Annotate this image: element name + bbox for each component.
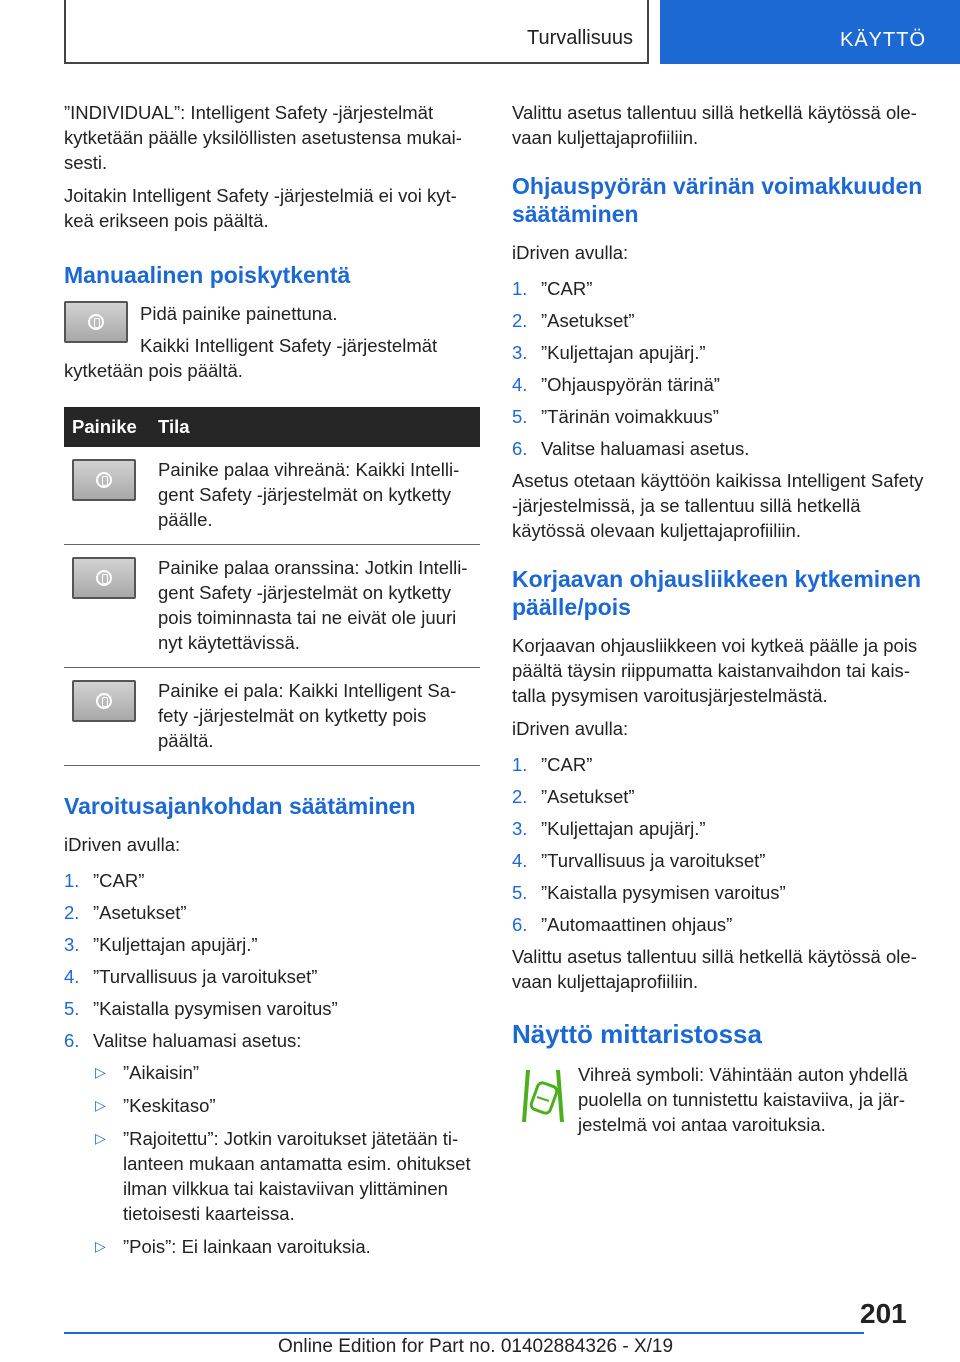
paragraph: Korjaavan ohjausliikkeen voi kytkeä päälle ja pois päältä täysin riippumatta kaistanvaihdon tai kaistalla pysymisen varoitusjärjestelmästä. <box>512 635 918 706</box>
header-chapter-tab <box>660 0 960 64</box>
list-item: 5. ”Kaistalla pysymisen varoitus” <box>512 882 786 903</box>
list-item: 3. ”Kuljettajan apujärj.” <box>512 342 706 363</box>
list-item: 3. ”Kuljettajan apujärj.” <box>512 818 706 839</box>
triangle-bullet-icon: ▷ <box>95 1064 106 1080</box>
heading-cluster-display: Näyttö mittaristossa <box>512 1019 762 1049</box>
list-item: 6. ”Automaattinen ohjaus” <box>512 914 733 935</box>
paragraph: iDriven avulla: <box>64 834 181 855</box>
vibration-steps-list <box>512 276 928 461</box>
paragraph: Vihreä symboli: Vähintään auton yhdellä puolella on tunnistettu kaistaviiva, ja järjestelmä voi antaa varoituksia. <box>578 1064 908 1135</box>
triangle-bullet-icon: ▷ <box>95 1130 106 1146</box>
list-item: ▷ ”Aikaisin” <box>95 1062 200 1083</box>
list-item: 4. ”Ohjauspyörän tärinä” <box>512 374 720 395</box>
paragraph: Valittu asetus tallentuu sillä hetkellä käytössä olevaan kuljettajaprofiiliin. <box>512 946 917 992</box>
list-item: 2. ”Asetukset” <box>512 786 635 807</box>
left-column <box>64 100 480 1267</box>
list-item: ▷ ”Keskitaso” <box>95 1095 216 1116</box>
list-item: ▷ ”Rajoitettu”: Jotkin varoitukset jätetään tilanteen mukaan antamatta esim. ohitukset ilman vilkkua tai kaistaviivan ylittäminen tietoisesti kaarteissa. <box>95 1128 471 1224</box>
header-section-title: Turvallisuus <box>527 27 633 49</box>
corrective-steps-list <box>512 752 928 937</box>
lane-departure-warning-icon <box>520 1066 566 1126</box>
cluster-display-block <box>512 1062 928 1137</box>
heading-vibration: Ohjauspyörän värinän voimakkuuden säätäminen <box>512 173 923 227</box>
heading-warning-timing: Varoitusajankohdan säätäminen <box>64 793 416 819</box>
table-header-state: Tila <box>150 407 480 447</box>
list-item: 1. ”CAR” <box>512 278 593 299</box>
footer-edition: Online Edition for Part no. 01402884326 - X/19 <box>278 1336 674 1357</box>
list-item: ▷ ”Pois”: Ei lainkaan varoituksia. <box>95 1236 371 1257</box>
list-item: 5. ”Tärinän voimakkuus” <box>512 406 719 427</box>
list-item: 2. ”Asetukset” <box>64 902 187 923</box>
list-item: 2. ”Asetukset” <box>512 310 635 331</box>
table-row <box>64 545 480 668</box>
paragraph: iDriven avulla: <box>512 718 629 739</box>
manual-off-block <box>64 301 480 391</box>
list-item: 4. ”Turvallisuus ja varoitukset” <box>512 850 766 871</box>
heading-corrective-steering: Korjaavan ohjausliikkeen kytkeminen päälle/pois <box>512 566 922 620</box>
intelligent-safety-button-icon <box>72 459 136 501</box>
list-item: 6. Valitse haluamasi asetus: <box>64 1030 302 1051</box>
triangle-bullet-icon: ▷ <box>95 1097 106 1113</box>
warning-steps-list <box>64 868 480 1053</box>
intelligent-safety-button-icon <box>64 301 128 343</box>
paragraph: Valittu asetus tallentuu sillä hetkellä käytössä olevaan kuljettajaprofiiliin. <box>512 102 917 148</box>
list-item: 1. ”CAR” <box>512 754 593 775</box>
list-item: 5. ”Kaistalla pysymisen varoitus” <box>64 998 338 1019</box>
warning-options-list <box>93 1060 480 1259</box>
header-section-box <box>64 0 649 64</box>
list-item: 3. ”Kuljettajan apujärj.” <box>64 934 258 955</box>
paragraph: Kaikki Intelligent Safety -järjestelmät kytketään pois päältä. <box>64 335 438 381</box>
intelligent-safety-button-icon <box>72 680 136 722</box>
intelligent-safety-button-icon <box>72 557 136 599</box>
paragraph: Joitakin Intelligent Safety -järjestelmiä ei voi kytkeä erikseen pois päältä. <box>64 185 457 231</box>
header-chapter-title: KÄYTTÖ <box>840 29 927 51</box>
list-item: 4. ”Turvallisuus ja varoitukset” <box>64 966 318 987</box>
button-status-table <box>64 407 480 766</box>
table-row <box>64 447 480 545</box>
table-cell-state: Painike palaa oranssina: Jotkin Intelligent Safety -järjestelmät on kytketty pois toiminnasta tai ne eivät ole juuri nyt käytettävissä. <box>150 545 480 668</box>
paragraph: iDriven avulla: <box>512 242 629 263</box>
footer-divider <box>64 1332 864 1334</box>
table-cell-state: Painike ei pala: Kaikki Intelligent Safety -järjestelmät on kytketty pois päältä. <box>150 668 480 766</box>
page-number: 201 <box>860 1298 907 1329</box>
table-header-row <box>64 407 480 447</box>
paragraph: Asetus otetaan käyttöön kaikissa Intelligent Safety -järjestelmissä, ja se tallentuu sillä hetkellä käytössä olevaan kuljettajaprofiiliin. <box>512 470 924 541</box>
paragraph: ”INDIVIDUAL”: Intelligent Safety -järjestelmät kytketään päälle yksilöllisten asetustensa mukaisesti. <box>64 102 462 173</box>
table-row <box>64 668 480 766</box>
list-item: 6. Valitse haluamasi asetus. <box>512 438 750 459</box>
heading-manual-off: Manuaalinen poiskytkentä <box>64 262 351 288</box>
triangle-bullet-icon: ▷ <box>95 1238 106 1254</box>
paragraph: Pidä painike painettuna. <box>140 303 338 324</box>
list-item: 1. ”CAR” <box>64 870 145 891</box>
right-column <box>512 100 928 1145</box>
table-cell-state: Painike palaa vihreänä: Kaikki Intelligent Safety -järjestelmät on kytketty päälle. <box>150 447 480 545</box>
table-header-button: Painike <box>64 407 150 447</box>
